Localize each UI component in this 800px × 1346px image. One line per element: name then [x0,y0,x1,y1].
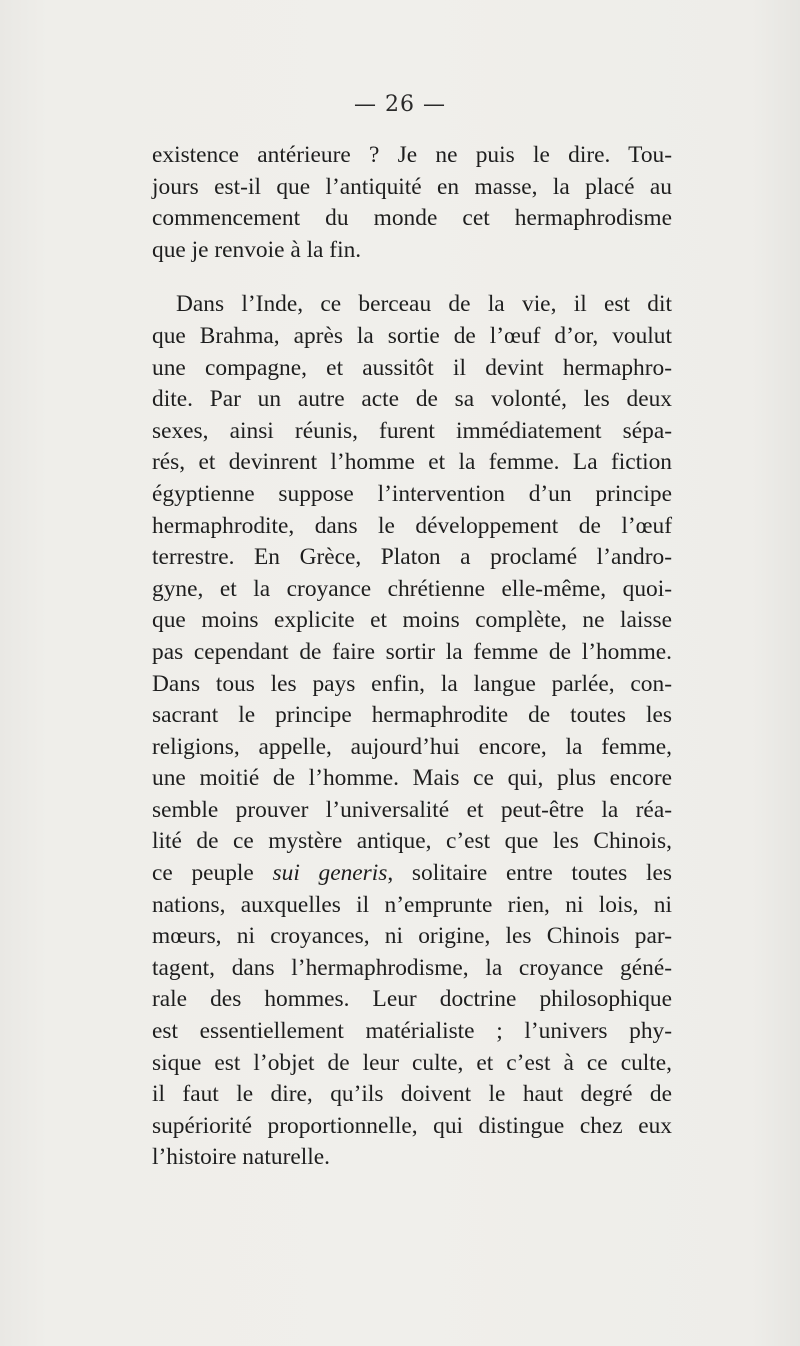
text-line: commencement du monde cet hermaphrodisme [152,205,672,232]
body-text [152,140,672,1174]
text-line: égyptienne suppose l’intervention d’un principe [152,480,672,507]
text-line: sexes, ainsi réunis, furent immédiatement sépa- [152,417,672,444]
paragraph-2 [152,289,672,1174]
text-line: une compagne, et aussitôt il devint hermaphro- [152,354,672,381]
text-line: une moitié de l’homme. Mais ce qui, plus encore [152,765,672,792]
text-line: jours est-il que l’antiquité en masse, la placé au [152,173,672,200]
text-line: dite. Par un autre acte de sa volonté, les deux [152,386,672,413]
paragraph-1 [152,140,672,266]
text-line: lité de ce mystère antique, c’est que les Chinois, [152,828,672,855]
text-line: nations, auxquelles il n’emprunte rien, ni lois, ni [152,891,672,918]
text-segment: ce peuple [152,860,254,887]
paragraph-spacer [152,266,672,289]
text-line: religions, appelle, aujourd’hui encore, la femme, [152,733,672,760]
text-line: semble prouver l’universalité et peut-être la réa- [152,796,672,823]
text-segment: , solitaire entre toutes les [387,860,672,887]
text-line: rale des hommes. Leur doctrine philosophique [152,986,672,1013]
text-line: gyne, et la croyance chrétienne elle-même, quoi- [152,575,672,602]
text-line: que Brahma, après la sortie de l’œuf d’or, voulut [152,322,672,349]
text-line-mixed [152,858,672,890]
text-line: hermaphrodite, dans le développement de l’œuf [152,512,672,539]
text-line: tagent, dans l’hermaphrodisme, la croyance géné- [152,954,672,981]
text-line: Dans tous les pays enfin, la langue parlée, con- [152,670,672,697]
text-line: pas cependant de faire sortir la femme de l’homme. [152,638,672,665]
text-line: que je renvoie à la fin. [152,236,362,263]
text-line: sique est l’objet de leur culte, et c’est à ce culte, [152,1049,672,1076]
text-line: l’histoire naturelle. [152,1144,330,1171]
text-line: mœurs, ni croyances, ni origine, les Chinois par- [152,923,672,950]
text-line: existence antérieure ? Je ne puis le dire. Tou- [152,142,672,168]
text-line: sacrant le principe hermaphrodite de toutes les [152,702,672,729]
text-line: que moins explicite et moins complète, ne laisse [152,607,672,634]
text-line: il faut le dire, qu’ils doivent le haut degré de [152,1081,672,1108]
italic-phrase: sui generis [272,860,388,887]
text-line: supériorité proportionnelle, qui distingue chez eux [152,1112,672,1139]
text-line: Dans l’Inde, ce berceau de la vie, il est dit [176,291,672,318]
page-number: — 26 — [354,92,446,117]
text-line: terrestre. En Grèce, Platon a proclamé l’andro- [152,544,672,571]
text-line: rés, et devinrent l’homme et la femme. La fiction [152,449,672,476]
text-line: est essentiellement matérialiste ; l’univers phy- [152,1018,672,1045]
